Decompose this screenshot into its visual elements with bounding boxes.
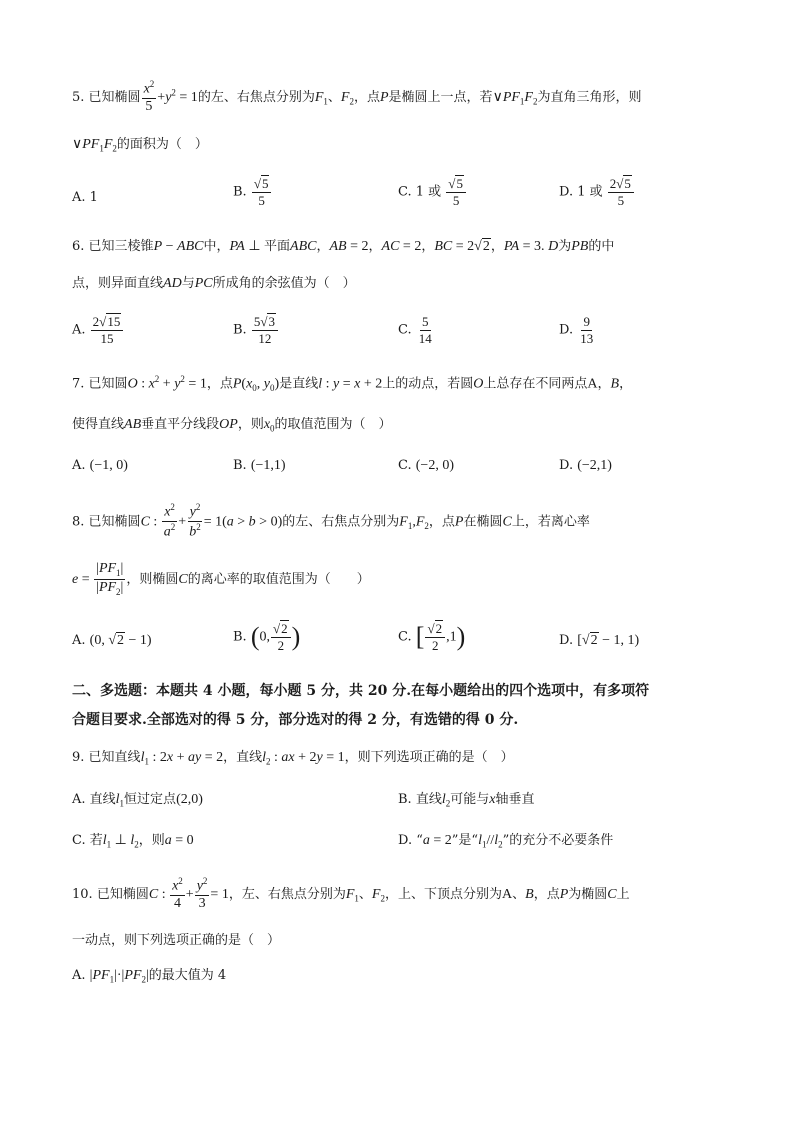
q5-text: 已知椭圆 bbox=[88, 90, 141, 106]
q10-option-a-text: A. bbox=[72, 968, 86, 983]
q10-text: 为椭圆 bbox=[568, 887, 608, 903]
q6-text: 中， bbox=[203, 239, 230, 254]
q10-stem-line1: 10. 已知椭圆C : $\frac{x^2}{4}$ + $\frac{y^2}{3}$ = 1，左、右焦点分别为$F_1$、$F_2$，上、下顶点分别为A、B，点P为椭圆C上 bbox=[72, 876, 630, 912]
q5-text: 的面积为（ ） bbox=[116, 137, 208, 152]
q6-option-c bbox=[398, 315, 435, 345]
q9-text: 已知直线 bbox=[88, 750, 141, 765]
q9-option-d: D. “a = 2”是“$l_1//l_2$”的充分不必要条件 bbox=[398, 833, 614, 850]
q5-text: 为直角三角形，则 bbox=[537, 90, 642, 106]
q6-option-d-label: D. bbox=[559, 322, 574, 338]
q6-text: 点，则异面直线 bbox=[72, 276, 164, 291]
q5-option-c-value: $\frac{√5}{5}$ bbox=[446, 177, 466, 207]
q7-option-b-label: B. bbox=[233, 458, 247, 473]
q7-text: ，则 bbox=[237, 417, 264, 432]
q7-number: 7. bbox=[72, 376, 85, 392]
q10-text: ，点 bbox=[533, 887, 560, 903]
q8-ellipse-fraction-y: $\frac{y^2}{b^2}$ bbox=[189, 502, 201, 540]
q9-option-b-text: 轴垂直 bbox=[495, 792, 535, 807]
q5-ellipse-fraction: $\frac{x^2}{5}$ bbox=[143, 79, 155, 115]
q8-text: 的左、右焦点分别为 bbox=[282, 514, 400, 530]
q9-option-a-text: 恒过定点 bbox=[124, 792, 177, 807]
q7-stem-line1: 7. 已知圆O : $x^2 + y^2 = 1$，点$P(x_0$, $y_0$)是直线l : y = x + 2上的动点，若圆O上总存在不同两点A，B， bbox=[72, 374, 633, 393]
q8-option-b: B. (0, $\frac{√2}{2}$ ) bbox=[233, 621, 301, 653]
q6-text: ， bbox=[368, 239, 382, 254]
q9-text: ，直线 bbox=[223, 750, 263, 765]
q5-option-a bbox=[72, 191, 98, 204]
q8-option-d-label: D. bbox=[559, 633, 574, 648]
q9-option-a: A. 直线$l_1$恒过定点(2,0) bbox=[72, 792, 203, 809]
q10-ellipse-fraction-x: $\frac{x^2}{4}$ bbox=[172, 876, 183, 912]
q7-option-c-label: C. bbox=[398, 458, 412, 473]
q8-text: 的离心率的取值范围为（ ） bbox=[187, 572, 370, 588]
q10-text: ，上、下顶点分别为 bbox=[384, 887, 502, 903]
q10-text: ，左、右焦点分别为 bbox=[228, 887, 346, 903]
q6-text: 的中 bbox=[588, 239, 615, 254]
q10-text: 上 bbox=[616, 887, 630, 903]
q6-text: ， bbox=[316, 239, 330, 254]
q8-option-c-value: $\frac{√2}{2}$ bbox=[425, 622, 445, 652]
q7-option-d: D. (−2,1) bbox=[559, 458, 612, 473]
q8-ellipse-fraction-x: $\frac{x^2}{a^2}$ bbox=[163, 502, 176, 540]
q5-option-d-label: D. 1 或 bbox=[559, 184, 603, 200]
q8-text: 在椭圆 bbox=[463, 514, 503, 530]
q6-stem-line2: 点，则异面直线AD与PC所成角的余弦值为（ ） bbox=[72, 276, 356, 291]
q5-text: ，点 bbox=[353, 90, 380, 106]
q5-text: 的左、右焦点分别为 bbox=[197, 90, 315, 106]
q8-text: ，点 bbox=[428, 514, 455, 530]
q5-option-c bbox=[398, 177, 467, 207]
q7-text: 上总存在不同两点 bbox=[483, 376, 588, 392]
q9-option-b-text: 可能与 bbox=[450, 792, 490, 807]
q7-option-b: B. (−1,1) bbox=[233, 458, 286, 473]
q7-text: 使得直线 bbox=[72, 417, 125, 432]
q5-option-b bbox=[233, 177, 272, 207]
q10-text: 、 bbox=[512, 887, 526, 903]
q6-text: ， bbox=[421, 239, 435, 254]
q10-stem-line2 bbox=[72, 934, 280, 947]
q6-stem-line1: 6. 已知三棱锥P − ABC中，PA ⊥ 平面ABC，AB = 2，AC = 2，BC = 2√2，PA = 3. D为PB的中 bbox=[72, 239, 615, 254]
q8-text: 已知椭圆 bbox=[88, 514, 141, 530]
q5-option-b-value: $\frac{√5}{5}$ bbox=[252, 177, 272, 207]
q8-stem-line1: 8. 已知椭圆C : $\frac{x^2}{a^2}$ + $\frac{y^2}{b^2}$ = 1(a > b > 0)的左、右焦点分别为$F_1,F_2$，点P在椭圆C上，若离心率 bbox=[72, 502, 590, 540]
q10-text: 一动点，则下列选项正确的是（ ） bbox=[72, 933, 281, 948]
q5-stem-line1: 5. 已知椭圆 $\frac{x^2}{5}$ $+y^2 = 1$的左、右焦点分别为$F_1$、$F_2$，点P是椭圆上一点，若$\vee PF_1F_2$为直角三角形，则 bbox=[72, 79, 642, 115]
q10-number: 10. bbox=[72, 887, 93, 903]
q5-text: 是椭圆上一点，若 bbox=[388, 90, 493, 106]
q6-option-a-value: $\frac{2√15}{15}$ bbox=[91, 315, 124, 345]
q6-option-c-value: $\frac{5}{14}$ bbox=[418, 314, 432, 346]
q9-option-a-text: A. 直线 bbox=[72, 792, 116, 807]
q8-stem-line2: e = $\frac{|PF_1|}{|PF_2|}$ ，则椭圆C的离心率的取值范围为（ ） bbox=[72, 561, 370, 598]
q10-text: 已知椭圆 bbox=[96, 887, 149, 903]
q8-number: 8. bbox=[72, 514, 85, 530]
q8-text: 上，若离心率 bbox=[511, 514, 590, 530]
q6-option-b-label: B. bbox=[233, 322, 247, 338]
q6-option-a bbox=[72, 315, 124, 345]
q6-option-d bbox=[559, 315, 596, 345]
q7-option-d-label: D. bbox=[559, 458, 574, 473]
q6-option-c-label: C. bbox=[398, 322, 412, 338]
q9-option-b-text: B. 直线 bbox=[398, 792, 442, 807]
q6-number: 6. bbox=[72, 239, 85, 254]
q6-option-b bbox=[233, 315, 279, 345]
q8-option-c: C. [ $\frac{√2}{2}$ ,1) bbox=[398, 621, 466, 653]
q10-option-a-text: 的最大值为 4 bbox=[148, 968, 227, 983]
section-2-heading-line2: 合题目要求.全部选对的得 5 分，部分选对的得 2 分，有选错的得 0 分. bbox=[72, 712, 519, 728]
q6-text: 与 bbox=[181, 276, 195, 291]
q5-option-d-value: $\frac{2√5}{5}$ bbox=[608, 177, 634, 207]
q5-option-b-label: B. bbox=[233, 184, 247, 200]
q7-text: 垂直平分线段 bbox=[141, 417, 220, 432]
q8-option-c-label: C. bbox=[398, 629, 412, 645]
q8-eccentricity-fraction: $\frac{|PF_1|}{|PF_2|}$ bbox=[96, 561, 124, 598]
q7-text: 的取值范围为（ ） bbox=[274, 417, 392, 432]
q8-option-a-label: A. bbox=[72, 633, 86, 648]
q5-option-c-label: C. 1 或 bbox=[398, 184, 442, 200]
q6-text: 平面 bbox=[264, 239, 291, 254]
q6-text: 所成角的余弦值为（ ） bbox=[212, 276, 356, 291]
q9-text: ，则下列选项正确的是（ ） bbox=[344, 750, 514, 765]
section-2-heading-line1: 二、多选题：本题共 4 小题，每小题 5 分，共 20 分.在每小题给出的四个选项中，有多项符 bbox=[72, 683, 650, 699]
q6-option-d-value: $\frac{9}{13}$ bbox=[580, 314, 594, 346]
q7-text: ， bbox=[619, 376, 633, 392]
q5-option-a-label: A. 1 bbox=[72, 190, 98, 205]
q6-text: 已知三棱锥 bbox=[88, 239, 154, 254]
q5-number: 5. bbox=[72, 90, 85, 106]
q9-number: 9. bbox=[72, 750, 85, 765]
q9-option-d-text: ”的充分不必要条件 bbox=[502, 833, 614, 848]
q6-option-a-label: A. bbox=[72, 322, 86, 338]
q8-option-b-value: $\frac{√2}{2}$ bbox=[271, 622, 291, 652]
q7-text: ， bbox=[597, 376, 611, 392]
q8-option-b-label: B. bbox=[233, 629, 247, 645]
q6-text: ， bbox=[490, 239, 504, 254]
q9-stem: 9. 已知直线$l_1$ : 2x + ay = 2，直线$l_2$ : ax + 2y = 1，则下列选项正确的是（ ） bbox=[72, 750, 514, 767]
q7-text: ，点 bbox=[206, 376, 233, 392]
q9-option-c: C. 若$l_1$ ⊥ $l_2$，则a = 0 bbox=[72, 833, 194, 850]
q6-text: 为 bbox=[558, 239, 572, 254]
q9-option-c-text: C. 若 bbox=[72, 833, 103, 848]
q7-option-c: C. (−2, 0) bbox=[398, 458, 454, 473]
q7-option-a: A. (−1, 0) bbox=[72, 458, 128, 473]
q5-option-d bbox=[559, 177, 635, 207]
q6-option-b-value: $\frac{5√3}{12}$ bbox=[252, 315, 278, 345]
q10-ellipse-fraction-y: $\frac{y^2}{3}$ bbox=[196, 876, 208, 912]
q9-option-b: B. 直线$l_2$可能与x轴垂直 bbox=[398, 792, 535, 809]
q7-text: 已知圆 bbox=[88, 376, 128, 392]
q7-stem-line2: 使得直线AB垂直平分线段OP，则$x_0$的取值范围为（ ） bbox=[72, 417, 392, 434]
q7-text: 上的动点，若圆 bbox=[382, 376, 474, 392]
q10-option-a: A. $|PF_1|\cdot|PF_2|$的最大值为 4 bbox=[72, 968, 227, 985]
q7-text: 是直线 bbox=[279, 376, 319, 392]
q9-option-d-text: D. “ bbox=[398, 833, 423, 848]
q9-option-d-text: ”是“ bbox=[451, 833, 479, 848]
q8-option-a: A. (0, √2 − 1) bbox=[72, 633, 152, 648]
q7-option-a-label: A. bbox=[72, 458, 86, 473]
q5-stem-line2: $\vee PF_1F_2$的面积为（ ） bbox=[72, 137, 208, 154]
q8-option-d: D. [√2 − 1, 1) bbox=[559, 633, 640, 648]
q8-text: ，则椭圆 bbox=[126, 572, 179, 588]
q9-option-c-text: ，则 bbox=[138, 833, 165, 848]
